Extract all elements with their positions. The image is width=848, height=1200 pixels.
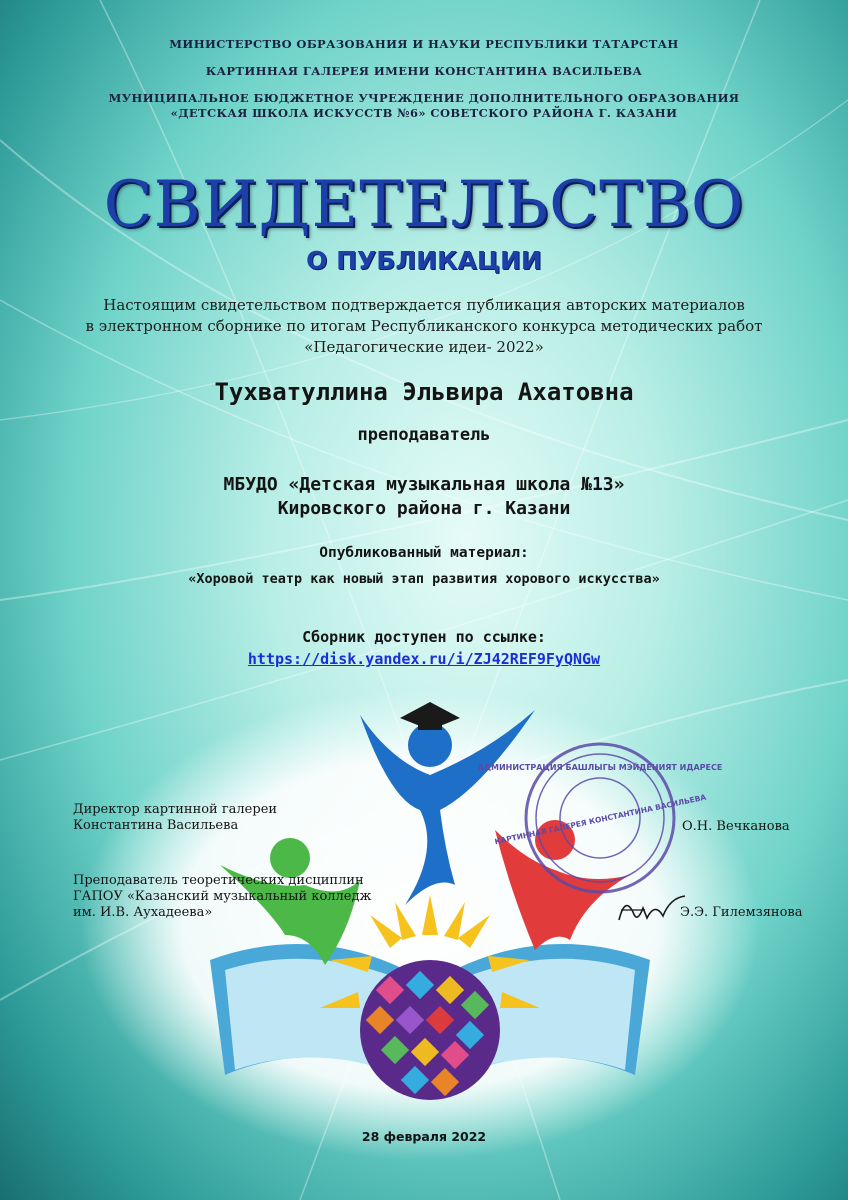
- header-gallery: КАРТИННАЯ ГАЛЕРЕЯ ИМЕНИ КОНСТАНТИНА ВАСИЛЬЕВА: [205, 64, 643, 78]
- signer-role-teacher: Преподаватель теоретических дисциплин ГАПОУ «Казанский музыкальный колледж им. И.В. Аухадеева»: [73, 873, 372, 920]
- stamp-outer-text: АДМИНИСТРАЦИЯ БАШЛЫГЫ МЭЙДЕНИЯТ ИДАРЕСЕ: [477, 763, 723, 772]
- header-institution: МУНИЦИПАЛЬНОЕ БЮДЖЕТНОЕ УЧРЕЖДЕНИЕ ДОПОЛНИТЕЛЬНОГО ОБРАЗОВАНИЯ: [108, 91, 740, 105]
- link-label: Сборник доступен по ссылке:: [302, 628, 546, 646]
- collection-link[interactable]: https://disk.yandex.ru/i/ZJ42REF9FyQNGw: [247, 650, 601, 668]
- link-line: [0, 650, 848, 668]
- contest-name: «Педагогические идеи- 2022»: [304, 338, 544, 356]
- signer-name-teacher: Э.Э. Гилемзянова: [680, 905, 803, 920]
- recipient-name: Тухватуллина Эльвира Ахатовна: [214, 378, 634, 406]
- header-ministry: МИНИСТЕРСТВО ОБРАЗОВАНИЯ И НАУКИ РЕСПУБЛИКИ ТАТАРСТАН: [169, 37, 679, 51]
- organization-line: МБУДО «Детская музыкальная школа №13»: [223, 474, 625, 495]
- mosaic-globe-icon: [360, 960, 500, 1100]
- certificate-subtitle: О ПУБЛИКАЦИИ: [306, 246, 542, 275]
- recipient-position: преподаватель: [357, 425, 491, 445]
- intro-line: Настоящим свидетельством подтверждается публикация авторских материалов: [103, 296, 745, 314]
- material-title: «Хоровой театр как новый этап развития хорового искусства»: [188, 571, 660, 587]
- official-stamp: [477, 740, 723, 896]
- header-school: «ДЕТСКАЯ ШКОЛА ИСКУССТВ №6» СОВЕТСКОГО РАЙОНА Г. КАЗАНИ: [170, 106, 678, 120]
- stamp-center-text: КАРТИННАЯ ГАЛЕРЕЯ КОНСТАНТИНА ВАСИЛЬЕВА: [493, 792, 707, 847]
- handwritten-signature: [615, 890, 690, 930]
- organization-line: Кировского района г. Казани: [277, 498, 571, 519]
- signer-role-director: Директор картинной галереи Константина Васильева: [73, 802, 278, 833]
- material-label: Опубликованный материал:: [319, 545, 529, 561]
- certificate-title: СВИДЕТЕЛЬСТВО: [103, 168, 745, 242]
- signer-name-director: О.Н. Вечканова: [682, 819, 790, 834]
- intro-text: [40, 295, 808, 358]
- intro-line: в электронном сборнике по итогам Республиканского конкурса методических работ: [85, 317, 763, 335]
- issue-date: 28 февраля 2022: [361, 1129, 487, 1144]
- recipient-organization: [0, 473, 848, 521]
